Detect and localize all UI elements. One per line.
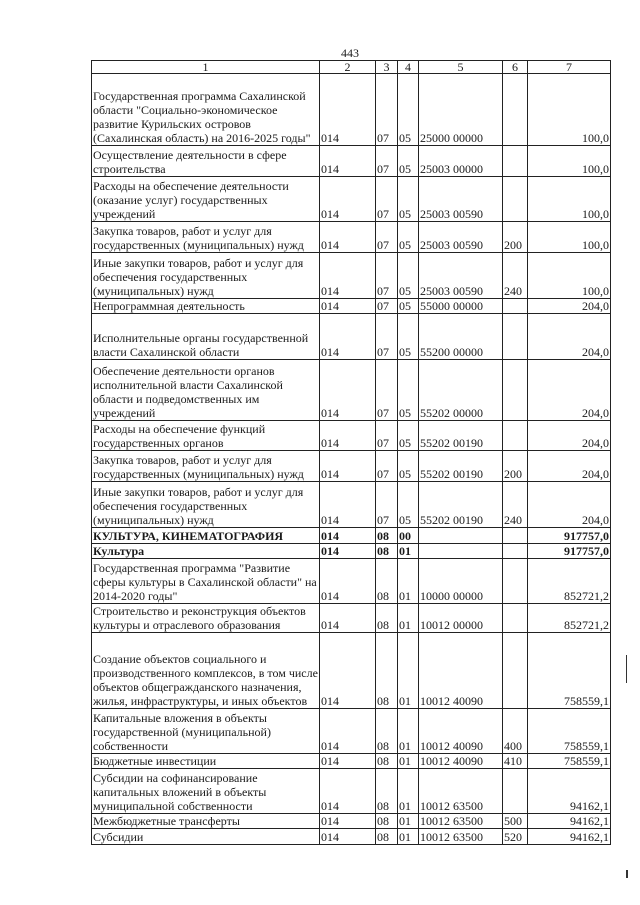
row-section-code: 07 xyxy=(376,253,398,299)
row-subsection-code: 01 xyxy=(398,544,419,559)
table-row xyxy=(92,177,611,222)
row-name: Осуществление деятельности в сфере строительства xyxy=(92,146,320,177)
table-header-row xyxy=(92,61,611,74)
row-ministry-code: 014 xyxy=(320,604,376,633)
table-row xyxy=(92,528,611,544)
row-target-code: 25003 00590 xyxy=(419,253,503,299)
row-expense-type xyxy=(503,146,528,177)
row-name: Иные закупки товаров, работ и услуг для обеспечения государственных (муниципальных) нужд xyxy=(92,482,320,528)
row-subsection-code: 05 xyxy=(398,146,419,177)
row-expense-type: 240 xyxy=(503,482,528,528)
row-target-code: 25003 00590 xyxy=(419,222,503,253)
row-section-code: 07 xyxy=(376,177,398,222)
row-subsection-code: 00 xyxy=(398,528,419,544)
row-amount: 852721,2 xyxy=(528,604,611,633)
row-amount: 852721,2 xyxy=(528,559,611,604)
row-section-code: 08 xyxy=(376,814,398,829)
row-target-code: 10012 40090 xyxy=(419,709,503,754)
budget-table xyxy=(91,60,611,845)
scan-mark xyxy=(626,655,627,683)
row-ministry-code: 014 xyxy=(320,633,376,709)
row-section-code: 07 xyxy=(376,314,398,360)
row-section-code: 07 xyxy=(376,421,398,451)
row-subsection-code: 01 xyxy=(398,769,419,814)
table-row xyxy=(92,222,611,253)
table-row xyxy=(92,829,611,845)
budget-table-body xyxy=(92,61,611,845)
row-subsection-code: 05 xyxy=(398,360,419,421)
row-name: Иные закупки товаров, работ и услуг для обеспечения государственных (муниципальных) нужд xyxy=(92,253,320,299)
row-amount: 204,0 xyxy=(528,482,611,528)
row-expense-type: 240 xyxy=(503,253,528,299)
row-name: Культура xyxy=(92,544,320,559)
row-section-code: 08 xyxy=(376,829,398,845)
row-section-code: 07 xyxy=(376,222,398,253)
row-expense-type xyxy=(503,74,528,146)
table-row xyxy=(92,74,611,146)
row-expense-type: 400 xyxy=(503,709,528,754)
row-section-code: 08 xyxy=(376,769,398,814)
row-target-code: 25000 00000 xyxy=(419,74,503,146)
row-section-code: 08 xyxy=(376,604,398,633)
row-subsection-code: 05 xyxy=(398,253,419,299)
row-subsection-code: 05 xyxy=(398,299,419,314)
table-row xyxy=(92,299,611,314)
header-cell: 7 xyxy=(528,61,611,74)
row-target-code: 10012 00000 xyxy=(419,604,503,633)
row-ministry-code: 014 xyxy=(320,146,376,177)
row-amount: 100,0 xyxy=(528,74,611,146)
row-expense-type: 410 xyxy=(503,754,528,769)
row-expense-type xyxy=(503,544,528,559)
row-amount: 204,0 xyxy=(528,299,611,314)
row-amount: 100,0 xyxy=(528,146,611,177)
row-name: КУЛЬТУРА, КИНЕМАТОГРАФИЯ xyxy=(92,528,320,544)
row-expense-type xyxy=(503,421,528,451)
row-ministry-code: 014 xyxy=(320,360,376,421)
table-row xyxy=(92,421,611,451)
table-row xyxy=(92,559,611,604)
table-row xyxy=(92,769,611,814)
row-section-code: 07 xyxy=(376,451,398,482)
row-section-code: 07 xyxy=(376,360,398,421)
row-name: Субсидии xyxy=(92,829,320,845)
row-target-code: 25003 00590 xyxy=(419,177,503,222)
row-expense-type xyxy=(503,559,528,604)
row-target-code: 55202 00190 xyxy=(419,482,503,528)
page-number: 443 xyxy=(341,46,359,60)
row-subsection-code: 01 xyxy=(398,709,419,754)
table-row xyxy=(92,314,611,360)
row-section-code: 08 xyxy=(376,754,398,769)
row-amount: 94162,1 xyxy=(528,829,611,845)
table-row xyxy=(92,146,611,177)
row-subsection-code: 01 xyxy=(398,814,419,829)
row-amount: 204,0 xyxy=(528,314,611,360)
row-subsection-code: 01 xyxy=(398,559,419,604)
row-subsection-code: 05 xyxy=(398,314,419,360)
table-row xyxy=(92,754,611,769)
row-section-code: 07 xyxy=(376,299,398,314)
table-row xyxy=(92,814,611,829)
header-cell: 6 xyxy=(503,61,528,74)
row-target-code: 10012 40090 xyxy=(419,754,503,769)
table-row xyxy=(92,544,611,559)
row-subsection-code: 01 xyxy=(398,754,419,769)
row-target-code: 10012 63500 xyxy=(419,814,503,829)
row-target-code: 10012 63500 xyxy=(419,769,503,814)
row-name: Капитальные вложения в объекты государственной (муниципальной) собственности xyxy=(92,709,320,754)
table-row xyxy=(92,451,611,482)
row-section-code: 08 xyxy=(376,528,398,544)
row-name: Расходы на обеспечение функций государственных органов xyxy=(92,421,320,451)
row-section-code: 08 xyxy=(376,633,398,709)
table-row xyxy=(92,633,611,709)
row-name: Непрограммная деятельность xyxy=(92,299,320,314)
row-subsection-code: 05 xyxy=(398,421,419,451)
row-target-code: 55000 00000 xyxy=(419,299,503,314)
row-expense-type xyxy=(503,769,528,814)
row-target-code xyxy=(419,528,503,544)
row-ministry-code: 014 xyxy=(320,829,376,845)
row-ministry-code: 014 xyxy=(320,222,376,253)
header-cell: 5 xyxy=(419,61,503,74)
row-target-code: 55202 00000 xyxy=(419,360,503,421)
row-target-code: 10012 40090 xyxy=(419,633,503,709)
row-name: Субсидии на софинансирование капитальных вложений в объекты муниципальной собственности xyxy=(92,769,320,814)
row-expense-type xyxy=(503,314,528,360)
row-subsection-code: 05 xyxy=(398,177,419,222)
row-amount: 758559,1 xyxy=(528,754,611,769)
row-ministry-code: 014 xyxy=(320,253,376,299)
row-amount: 917757,0 xyxy=(528,544,611,559)
row-name: Государственная программа "Развитие сферы культуры в Сахалинской области" на 2014-2020 годы" xyxy=(92,559,320,604)
row-amount: 917757,0 xyxy=(528,528,611,544)
table-row xyxy=(92,482,611,528)
row-target-code: 25003 00000 xyxy=(419,146,503,177)
row-target-code: 55202 00190 xyxy=(419,421,503,451)
row-subsection-code: 05 xyxy=(398,222,419,253)
row-section-code: 07 xyxy=(376,74,398,146)
row-ministry-code: 014 xyxy=(320,754,376,769)
header-cell: 2 xyxy=(320,61,376,74)
row-target-code: 10000 00000 xyxy=(419,559,503,604)
row-name: Создание объектов социального и производственного комплексов, в том числе объектов общегражданского назначения, жилья, инфраструктуры, и иных объектов xyxy=(92,633,320,709)
row-subsection-code: 05 xyxy=(398,74,419,146)
row-name: Расходы на обеспечение деятельности (оказание услуг) государственных учреждений xyxy=(92,177,320,222)
row-ministry-code: 014 xyxy=(320,482,376,528)
row-section-code: 07 xyxy=(376,482,398,528)
row-target-code: 55200 00000 xyxy=(419,314,503,360)
row-name: Исполнительные органы государственной власти Сахалинской области xyxy=(92,314,320,360)
row-ministry-code: 014 xyxy=(320,177,376,222)
row-amount: 758559,1 xyxy=(528,709,611,754)
row-name: Строительство и реконструкция объектов культуры и отраслевого образования xyxy=(92,604,320,633)
row-ministry-code: 014 xyxy=(320,544,376,559)
row-amount: 94162,1 xyxy=(528,769,611,814)
row-amount: 100,0 xyxy=(528,253,611,299)
row-ministry-code: 014 xyxy=(320,814,376,829)
row-target-code xyxy=(419,544,503,559)
row-ministry-code: 014 xyxy=(320,451,376,482)
row-subsection-code: 01 xyxy=(398,633,419,709)
row-name: Государственная программа Сахалинской области "Социально-экономическое развитие Курильских островов (Сахалинская область) на 2016-2025 годы" xyxy=(92,74,320,146)
row-subsection-code: 01 xyxy=(398,604,419,633)
row-expense-type xyxy=(503,177,528,222)
row-section-code: 07 xyxy=(376,146,398,177)
table-row xyxy=(92,253,611,299)
row-target-code: 55202 00190 xyxy=(419,451,503,482)
row-target-code: 10012 63500 xyxy=(419,829,503,845)
table-row xyxy=(92,604,611,633)
row-ministry-code: 014 xyxy=(320,299,376,314)
row-ministry-code: 014 xyxy=(320,421,376,451)
row-amount: 758559,1 xyxy=(528,633,611,709)
row-name: Бюджетные инвестиции xyxy=(92,754,320,769)
row-amount: 100,0 xyxy=(528,177,611,222)
row-ministry-code: 014 xyxy=(320,528,376,544)
header-cell: 4 xyxy=(398,61,419,74)
row-ministry-code: 014 xyxy=(320,314,376,360)
row-name: Закупка товаров, работ и услуг для государственных (муниципальных) нужд xyxy=(92,222,320,253)
row-ministry-code: 014 xyxy=(320,709,376,754)
row-amount: 100,0 xyxy=(528,222,611,253)
row-amount: 204,0 xyxy=(528,421,611,451)
row-section-code: 08 xyxy=(376,544,398,559)
row-expense-type xyxy=(503,299,528,314)
row-name: Закупка товаров, работ и услуг для государственных (муниципальных) нужд xyxy=(92,451,320,482)
row-expense-type xyxy=(503,633,528,709)
row-amount: 94162,1 xyxy=(528,814,611,829)
row-name: Межбюджетные трансферты xyxy=(92,814,320,829)
row-section-code: 08 xyxy=(376,709,398,754)
row-subsection-code: 05 xyxy=(398,451,419,482)
row-expense-type xyxy=(503,604,528,633)
table-row xyxy=(92,709,611,754)
header-cell: 3 xyxy=(376,61,398,74)
scan-mark xyxy=(626,870,628,878)
row-expense-type: 520 xyxy=(503,829,528,845)
row-expense-type: 500 xyxy=(503,814,528,829)
table-row xyxy=(92,360,611,421)
row-ministry-code: 014 xyxy=(320,74,376,146)
row-section-code: 08 xyxy=(376,559,398,604)
row-expense-type: 200 xyxy=(503,451,528,482)
row-expense-type xyxy=(503,528,528,544)
row-amount: 204,0 xyxy=(528,451,611,482)
row-name: Обеспечение деятельности органов исполнительной власти Сахалинской области и подведомственных им учреждений xyxy=(92,360,320,421)
row-amount: 204,0 xyxy=(528,360,611,421)
row-ministry-code: 014 xyxy=(320,769,376,814)
row-ministry-code: 014 xyxy=(320,559,376,604)
header-cell: 1 xyxy=(92,61,320,74)
row-subsection-code: 01 xyxy=(398,829,419,845)
row-expense-type xyxy=(503,360,528,421)
row-expense-type: 200 xyxy=(503,222,528,253)
row-subsection-code: 05 xyxy=(398,482,419,528)
